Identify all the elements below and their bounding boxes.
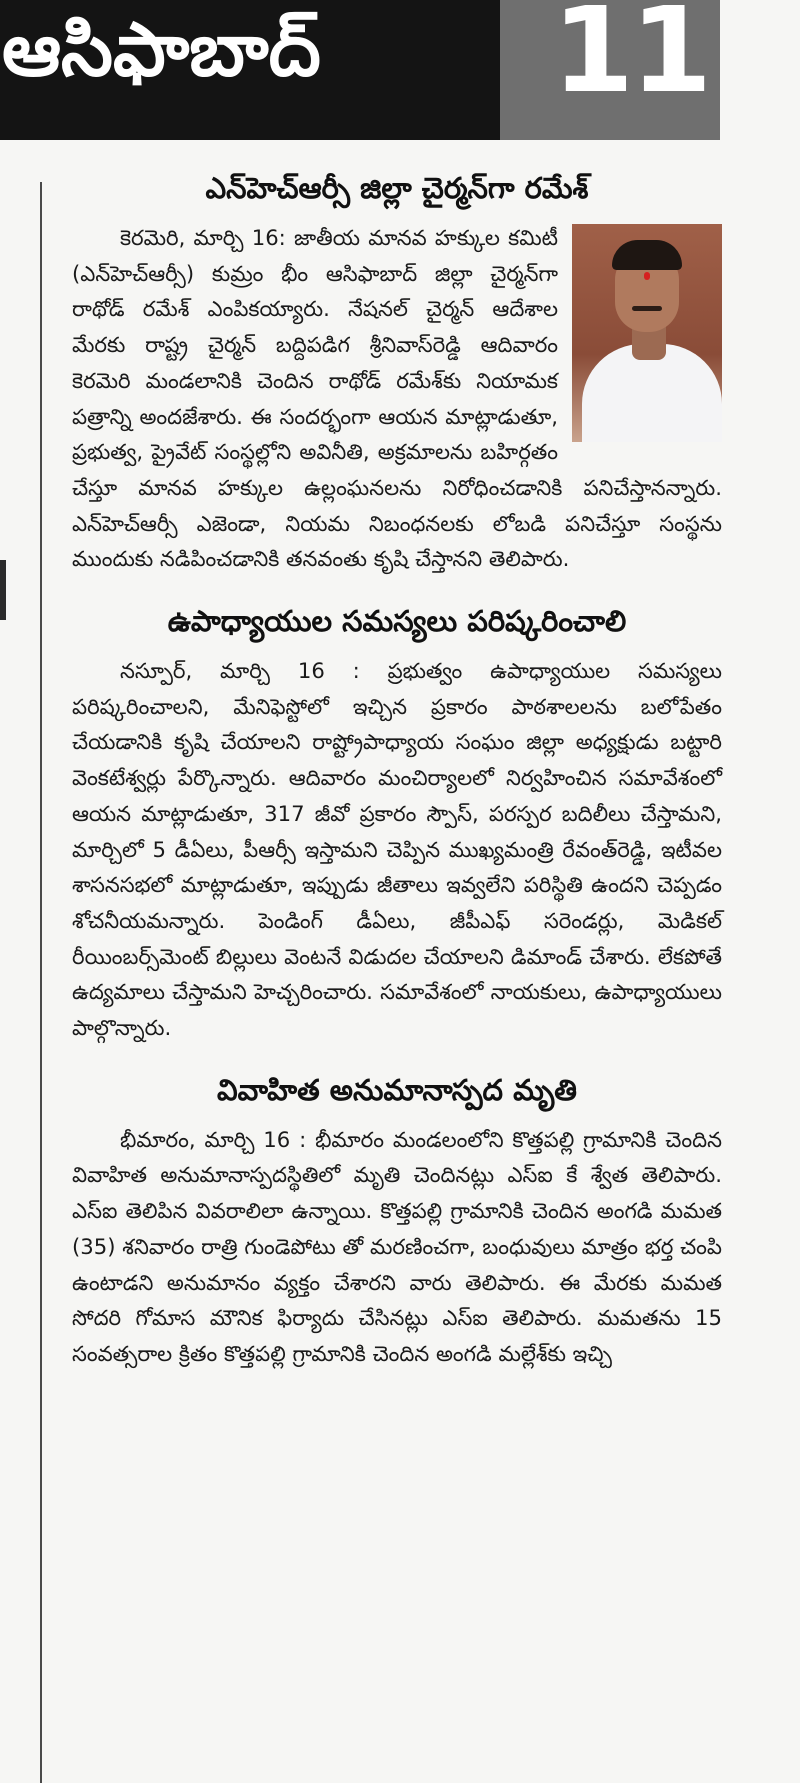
photo-hair (612, 240, 682, 270)
article-body: భీమారం, మార్చి 16 : భీమారం మండలంలోని కొత్తపల్లి గ్రామానికి చెందిన వివాహిత అనుమానాస్పదస్థితిలో మృతి చెందినట్లు ఎస్ఐ కే శ్వేత తెలిపారు. ఎస్ఐ తెలిపిన వివరాలిలా ఉన్నాయి. కొత్తపల్లి గ్రామానికి చెందిన అంగడి మమత (35) శనివారం రాత్రి గుండెపోటు తో మరణించగా, బంధువులు మాత్రం భర్త చంపి ఉంటాడని అనుమానం వ్యక్తం చేశారని వారు తెలిపారు. ఈ మేరకు మమత సోదరి గోమాస మౌనిక ఫిర్యాదు చేసినట్లు ఎస్ఐ తెలిపారు. మమతను 15 సంవత్సరాల క్రితం కొత్తపల్లి గ్రామానికి చెందిన అంగడి మల్లేశ్‌కు ఇచ్చి (72, 1126, 722, 1366)
photo-tilak (644, 272, 650, 280)
article-body: కెరమెరి, మార్చి 16: జాతీయ మానవ హక్కుల కమిటీ (ఎన్‌హెచ్‌ఆర్సీ) కుమ్రం భీం ఆసిఫాబాద్ జిల్లా చైర్మన్‌గా రాథోడ్ రమేశ్ ఎంపికయ్యారు. నేషనల్ చైర్మన్ ఆదేశాల మేరకు రాష్ట్ర చైర్మన్ బద్దిపడిగ శ్రీనివాస్‌రెడ్డి ఆదివారం కెరమెరి మండలానికి చెందిన రాథోడ్ రమేశ్‌కు నియామక పత్రాన్ని అందజేశారు. ఈ సందర్భంగా ఆయన మాట్లాడుతూ, ప్రభుత్వ, ప్రైవేట్ సంస్థల్లోని అవినీతి, అక్రమాలను బహిర్గతం చేస్తూ మానవ హక్కుల ఉల్లంఘనలను నిరోధించడానికి పనిచేస్తానన్నారు. ఎన్‌హెచ్‌ఆర్సీ ఎజెండా, నియమ నిబంధనలకు లోబడి పనిచేస్తూ సంస్థను ముందుకు నడిపించడానికి తనవంతు కృషి చేస్తానని తెలిపారు. (72, 225, 722, 572)
masthead-title-box (0, 0, 500, 115)
article-nhrc-chairman (72, 168, 722, 577)
news-column (72, 168, 722, 1396)
article-headline: ఉపాధ్యాయుల సమస్యలు పరిష్కరించాలి (167, 604, 627, 639)
page-edge-mark (0, 560, 6, 620)
article-teachers-issues (72, 601, 722, 1046)
column-rule (40, 182, 42, 1783)
masthead (0, 0, 720, 140)
photo-moustache (632, 306, 662, 311)
portrait-photo (572, 224, 722, 442)
article-suspicious-death (72, 1070, 722, 1372)
article-body: నస్పూర్, మార్చి 16 : ప్రభుత్వం ఉపాధ్యాయుల సమస్యలు పరిష్కరించాలని, మేనిఫెస్టోలో ఇచ్చిన ప్రకారం పాఠశాలలను బలోపేతం చేయడానికి కృషి చేయాలని రాష్ట్రోపాధ్యాయ సంఘం జిల్లా అధ్యక్షుడు బట్టారి వెంకటేశ్వర్లు పేర్కొన్నారు. ఆదివారం మంచిర్యాలలో నిర్వహించిన సమావేశంలో ఆయన మాట్లాడుతూ, 317 జీవో ప్రకారం స్పౌస్, పరస్పర బదిలీలు చేస్తామని, మార్చిలో 5 డీఏలు, పీఆర్సీ ఇస్తామని చెప్పిన ముఖ్యమంత్రి రేవంత్‌రెడ్డి, ఇటీవల శాసనసభలో మాట్లాడుతూ, ఇప్పుడు జీతాలు ఇవ్వలేని పరిస్థితి ఉందని చెప్పడం శోచనీయమన్నారు. పెండింగ్ డీఏలు, జీపీఎఫ్ సరెండర్లు, మెడికల్ రీయింబర్స్‌మెంట్ బిల్లులు వెంటనే విడుదల చేయాలని డిమాండ్ చేశారు. లేకపోతే ఉద్యమాలు చేస్తామని హెచ్చరించారు. సమావేశంలో నాయకులు, ఉపాధ్యాయులు పాల్గొన్నారు. (72, 658, 722, 1041)
article-headline: ఎన్‌హెచ్‌ఆర్సీ జిల్లా చైర్మన్‌గా రమేశ్ (205, 171, 589, 205)
article-headline: వివాహిత అనుమానాస్పద మృతి (217, 1072, 577, 1107)
section-title: ఆసిఫాబాద్ (2, 7, 321, 93)
page-number: 11 (552, 0, 709, 119)
